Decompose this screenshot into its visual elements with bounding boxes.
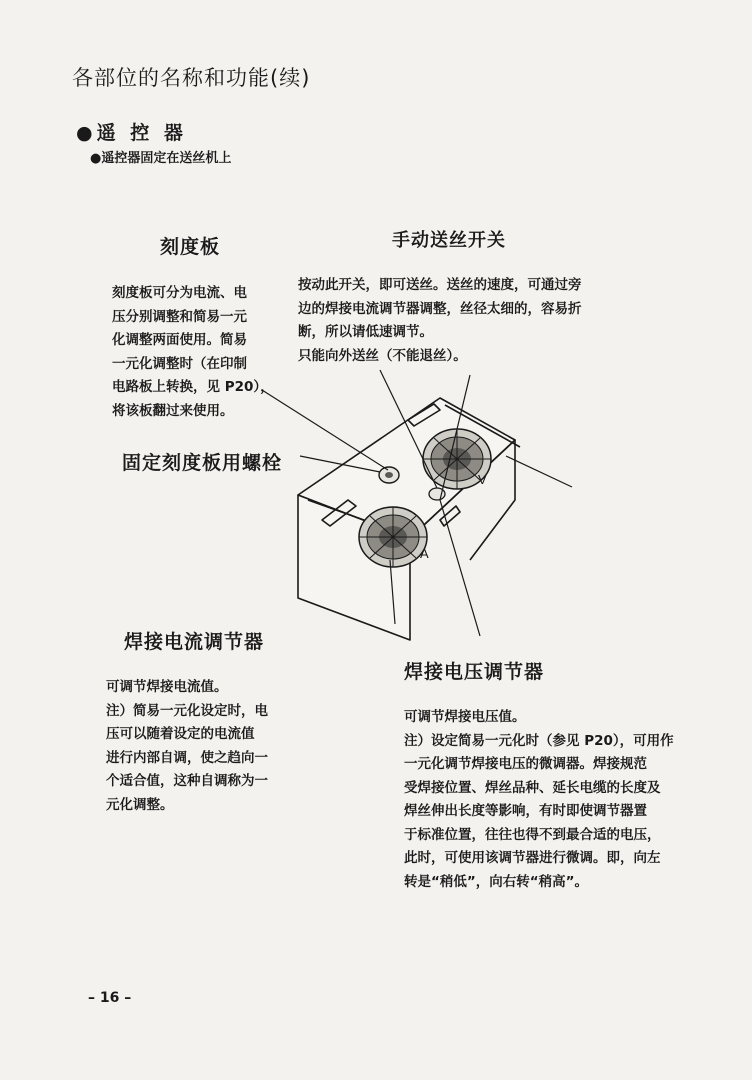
- text-line: 元化调整。: [106, 796, 174, 813]
- text-line: 边的焊接电流调节器调整，丝径太细的，容易折: [298, 300, 582, 317]
- text-line: 于标准位置，往往也得不到最合适的电压，: [404, 826, 661, 843]
- text-line: 将该板翻过来使用。: [112, 402, 234, 419]
- text-line: 受焊接位置、焊丝品种、延长电缆的长度及: [404, 779, 661, 796]
- current-knob: [359, 507, 427, 567]
- text-line: 只能向外送丝（不能退丝）。: [298, 347, 467, 364]
- section-title: 遥 控 器: [96, 122, 187, 144]
- voltage-knob-label: 焊接电压调节器: [404, 661, 545, 683]
- text-line: 按动此开关，即可送丝。送丝的速度，可通过旁: [298, 277, 582, 293]
- text-line: 可调节焊接电流值。: [106, 679, 228, 695]
- text-line: 一元化调整时（在印制: [112, 355, 247, 372]
- text-line: 此时，可使用该调节器进行微调。即，向左: [404, 850, 661, 866]
- text-line: 注）简易一元化设定时，电: [106, 702, 268, 719]
- section-bullet: ●: [76, 122, 97, 144]
- voltage-mark: V: [478, 472, 487, 487]
- text-line: 化调整两面使用。简易: [112, 332, 247, 348]
- text-line: 注）设定简易一元化时（参见 P20），可用作: [404, 732, 674, 749]
- scale-plate-label: 刻度板: [160, 236, 221, 258]
- current-mark: A: [420, 546, 429, 561]
- fixing-screw-label: 固定刻度板用螺栓: [122, 452, 283, 474]
- page-number: – 16 –: [88, 990, 132, 1006]
- leader-line-scale-plate: [262, 390, 388, 470]
- page-title: 各部位的名称和功能(续): [72, 66, 311, 90]
- leader-line-right-edge: [506, 456, 572, 487]
- text-line: 压分别调整和简易一元: [112, 308, 247, 325]
- text-line: 焊丝伸出长度等影响，有时即使调节器置: [404, 803, 647, 819]
- fixing-screw: [379, 467, 399, 483]
- text-line: 压可以随着设定的电流值: [106, 726, 255, 742]
- text-line: 一元化调节焊接电压的微调器。焊接规范: [404, 756, 647, 772]
- leader-line-voltage-drop: [440, 500, 480, 636]
- text-line: 个适合值，这种自调称为一: [106, 773, 268, 789]
- current-knob-label: 焊接电流调节器: [124, 631, 265, 653]
- text-line: 断，所以请低速调节。: [298, 324, 433, 340]
- text-line: 刻度板可分为电流、电: [112, 285, 247, 301]
- text-line: 进行内部自调，使之趋向一: [106, 749, 268, 766]
- text-line: 电路板上转换，见 P20），: [112, 379, 274, 395]
- manual-feed-switch-label: 手动送丝开关: [392, 230, 506, 251]
- text-line: 转是“稍低”，向右转“稍高”。: [404, 873, 588, 890]
- section-subnote: ●遥控器固定在送丝机上: [90, 151, 232, 166]
- text-line: 可调节焊接电压值。: [404, 709, 526, 725]
